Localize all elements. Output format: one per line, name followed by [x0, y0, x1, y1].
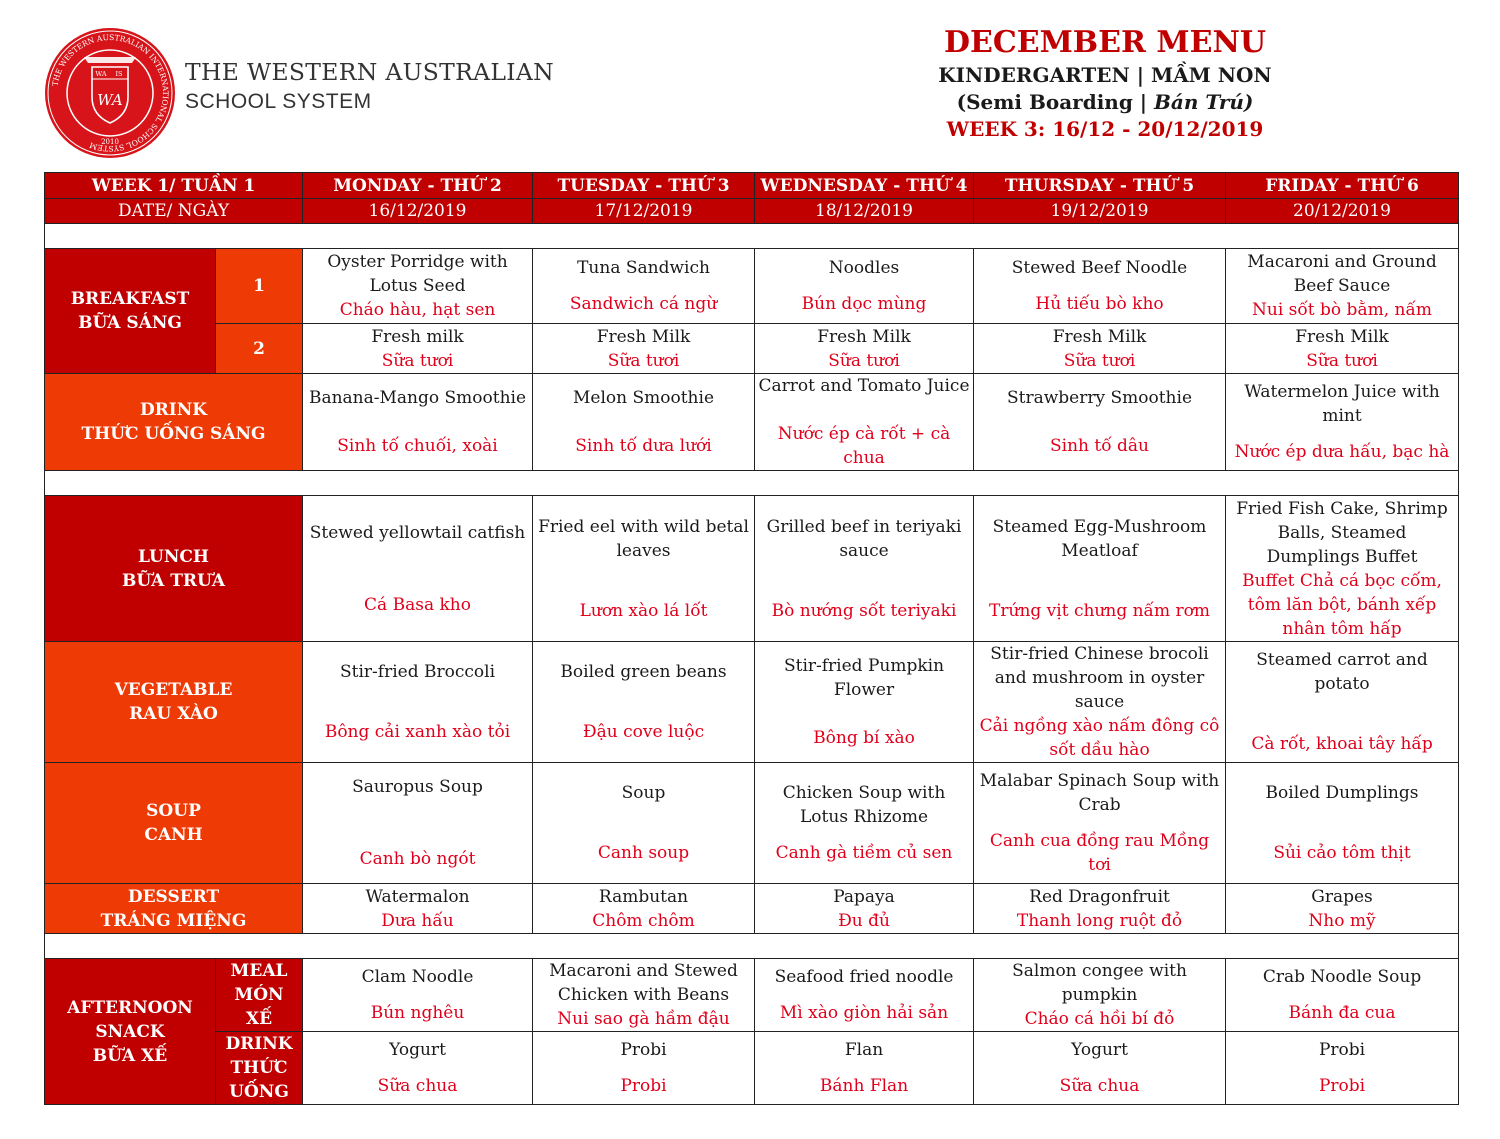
soup-friday: Boiled Dumplings Sủi cảo tôm thịt — [1226, 763, 1459, 884]
day-header-row — [45, 173, 1459, 199]
snack-drink-label: DRINK THỨC UỐNG — [216, 1032, 303, 1105]
drink-friday: Watermelon Juice with mint Nước ép dưa hấu, bạc hà — [1226, 374, 1459, 471]
date-row — [45, 199, 1459, 224]
school-name-line1: THE WESTERN AUSTRALIAN — [185, 58, 554, 86]
lunch-row — [45, 496, 1459, 642]
soup-row — [45, 763, 1459, 884]
dessert-friday: Grapes Nho mỹ — [1226, 884, 1459, 934]
menu-type: (Semi Boarding | Bán Trú) — [956, 90, 1254, 114]
lunch-monday: Stewed yellowtail catfish Cá Basa kho — [303, 496, 533, 642]
snack-drink-row — [45, 1032, 1459, 1105]
svg-text:WA: WA — [97, 91, 123, 109]
date-thursday: 19/12/2019 — [974, 199, 1226, 224]
breakfast-item1-monday: Oyster Porridge with Lotus Seed Cháo hàu, hạt sen — [303, 249, 533, 324]
lunch-thursday: Steamed Egg-Mushroom Meatloaf Trứng vịt chưng nấm rơm — [974, 496, 1226, 642]
week-label: WEEK 1/ TUẦN 1 — [45, 173, 303, 199]
vegetable-tuesday: Boiled green beans Đậu cove luộc — [533, 642, 755, 763]
soup-wednesday: Chicken Soup with Lotus Rhizome Canh gà tiềm củ sen — [755, 763, 974, 884]
drink-monday: Banana-Mango Smoothie Sinh tố chuối, xoài — [303, 374, 533, 471]
lunch-tuesday: Fried eel with wild betal leaves Lươn xào lá lốt — [533, 496, 755, 642]
drink-row — [45, 374, 1459, 471]
menu-level: KINDERGARTEN | MẦM NON — [938, 63, 1272, 87]
day-wednesday: WEDNESDAY - THỨ 4 — [755, 173, 974, 199]
lunch-friday: Fried Fish Cake, Shrimp Balls, Steamed Dumplings Buffet Buffet Chả cá bọc cốm, tôm lăn bột, bánh xếp nhân tôm hấp — [1226, 496, 1459, 642]
snack-meal-label: MEAL MÓN XẾ — [216, 959, 303, 1032]
vegetable-row — [45, 642, 1459, 763]
dessert-tuesday: Rambutan Chôm chôm — [533, 884, 755, 934]
dessert-wednesday: Papaya Đu đủ — [755, 884, 974, 934]
day-thursday: THURSDAY - THỨ 5 — [974, 173, 1226, 199]
breakfast-item2-thursday: Fresh Milk Sữa tươi — [974, 324, 1226, 374]
breakfast-item1-thursday: Stewed Beef Noodle Hủ tiếu bò kho — [974, 249, 1226, 324]
spacer-row — [45, 471, 1459, 496]
soup-tuesday: Soup Canh soup — [533, 763, 755, 884]
date-label: DATE/ NGÀY — [45, 199, 303, 224]
snack-meal-monday: Clam Noodle Bún nghêu — [303, 959, 533, 1032]
soup-label: SOUP CANH — [45, 763, 303, 884]
breakfast-item1-friday: Macaroni and Ground Beef Sauce Nui sốt bò bằm, nấm — [1226, 249, 1459, 324]
snack-drink-tuesday: Probi Probi — [533, 1032, 755, 1105]
seal-ring-text: THE WESTERN AUSTRALIAN INTERNATIONAL SCHOOL SYSTEM — [50, 32, 171, 154]
vegetable-thursday: Stir-fried Chinese brocoli and mushroom in oyster sauce Cải ngồng xào nấm đông cô sốt dầu hào — [974, 642, 1226, 763]
breakfast-sub-1: 1 — [216, 249, 303, 324]
breakfast-item1-tuesday: Tuna Sandwich Sandwich cá ngừ — [533, 249, 755, 324]
menu-title: DECEMBER MENU — [943, 25, 1267, 60]
date-monday: 16/12/2019 — [303, 199, 533, 224]
breakfast-item2-monday: Fresh milk Sữa tươi — [303, 324, 533, 374]
breakfast-item2-wednesday: Fresh Milk Sữa tươi — [755, 324, 974, 374]
snack-label: AFTERNOON SNACK BỮA XẾ — [45, 959, 216, 1105]
dessert-label: DESSERT TRÁNG MIỆNG — [45, 884, 303, 934]
school-name-line2: SCHOOL SYSTEM — [185, 90, 372, 113]
drink-label: DRINK THỨC UỐNG SÁNG — [45, 374, 303, 471]
vegetable-monday: Stir-fried Broccoli Bông cải xanh xào tỏi — [303, 642, 533, 763]
snack-meal-wednesday: Seafood fried noodle Mì xào giòn hải sản — [755, 959, 974, 1032]
svg-text:IS: IS — [115, 70, 123, 78]
breakfast-sub-2: 2 — [216, 324, 303, 374]
dessert-monday: Watermalon Dưa hấu — [303, 884, 533, 934]
drink-thursday: Strawberry Smoothie Sinh tố dâu — [974, 374, 1226, 471]
day-tuesday: TUESDAY - THỨ 3 — [533, 173, 755, 199]
vegetable-friday: Steamed carrot and potato Cà rốt, khoai tây hấp — [1226, 642, 1459, 763]
menu-table — [44, 172, 1459, 1105]
vegetable-label: VEGETABLE RAU XÀO — [45, 642, 303, 763]
date-friday: 20/12/2019 — [1226, 199, 1459, 224]
menu-header — [905, 24, 1305, 143]
spacer-row — [45, 934, 1459, 959]
spacer-row — [45, 224, 1459, 249]
drink-tuesday: Melon Smoothie Sinh tố dưa lưới — [533, 374, 755, 471]
school-seal-logo — [44, 27, 176, 159]
breakfast-item2-tuesday: Fresh Milk Sữa tươi — [533, 324, 755, 374]
svg-text:2010: 2010 — [101, 138, 119, 146]
snack-drink-thursday: Yogurt Sữa chua — [974, 1032, 1226, 1105]
lunch-label: LUNCH BỮA TRƯA — [45, 496, 303, 642]
day-monday: MONDAY - THỨ 2 — [303, 173, 533, 199]
dessert-row — [45, 884, 1459, 934]
snack-drink-wednesday: Flan Bánh Flan — [755, 1032, 974, 1105]
soup-thursday: Malabar Spinach Soup with Crab Canh cua đồng rau Mồng tơi — [974, 763, 1226, 884]
breakfast-item1-wednesday: Noodles Bún dọc mùng — [755, 249, 974, 324]
drink-wednesday: Carrot and Tomato Juice Nước ép cà rốt + cà chua — [755, 374, 974, 471]
snack-drink-friday: Probi Probi — [1226, 1032, 1459, 1105]
breakfast-row-1 — [45, 249, 1459, 324]
school-name — [185, 56, 554, 116]
menu-week: WEEK 3: 16/12 - 20/12/2019 — [946, 117, 1264, 141]
snack-drink-monday: Yogurt Sữa chua — [303, 1032, 533, 1105]
snack-meal-row — [45, 959, 1459, 1032]
date-tuesday: 17/12/2019 — [533, 199, 755, 224]
svg-text:WA: WA — [95, 70, 107, 78]
vegetable-wednesday: Stir-fried Pumpkin Flower Bông bí xào — [755, 642, 974, 763]
day-friday: FRIDAY - THỨ 6 — [1226, 173, 1459, 199]
breakfast-row-2 — [45, 324, 1459, 374]
soup-monday: Sauropus Soup Canh bò ngót — [303, 763, 533, 884]
snack-meal-friday: Crab Noodle Soup Bánh đa cua — [1226, 959, 1459, 1032]
date-wednesday: 18/12/2019 — [755, 199, 974, 224]
lunch-wednesday: Grilled beef in teriyaki sauce Bò nướng sốt teriyaki — [755, 496, 974, 642]
breakfast-label: BREAKFAST BỮA SÁNG — [45, 249, 216, 374]
snack-meal-thursday: Salmon congee with pumpkin Cháo cá hồi bí đỏ — [974, 959, 1226, 1032]
snack-meal-tuesday: Macaroni and Stewed Chicken with Beans Nui sao gà hầm đậu — [533, 959, 755, 1032]
breakfast-item2-friday: Fresh Milk Sữa tươi — [1226, 324, 1459, 374]
dessert-thursday: Red Dragonfruit Thanh long ruột đỏ — [974, 884, 1226, 934]
